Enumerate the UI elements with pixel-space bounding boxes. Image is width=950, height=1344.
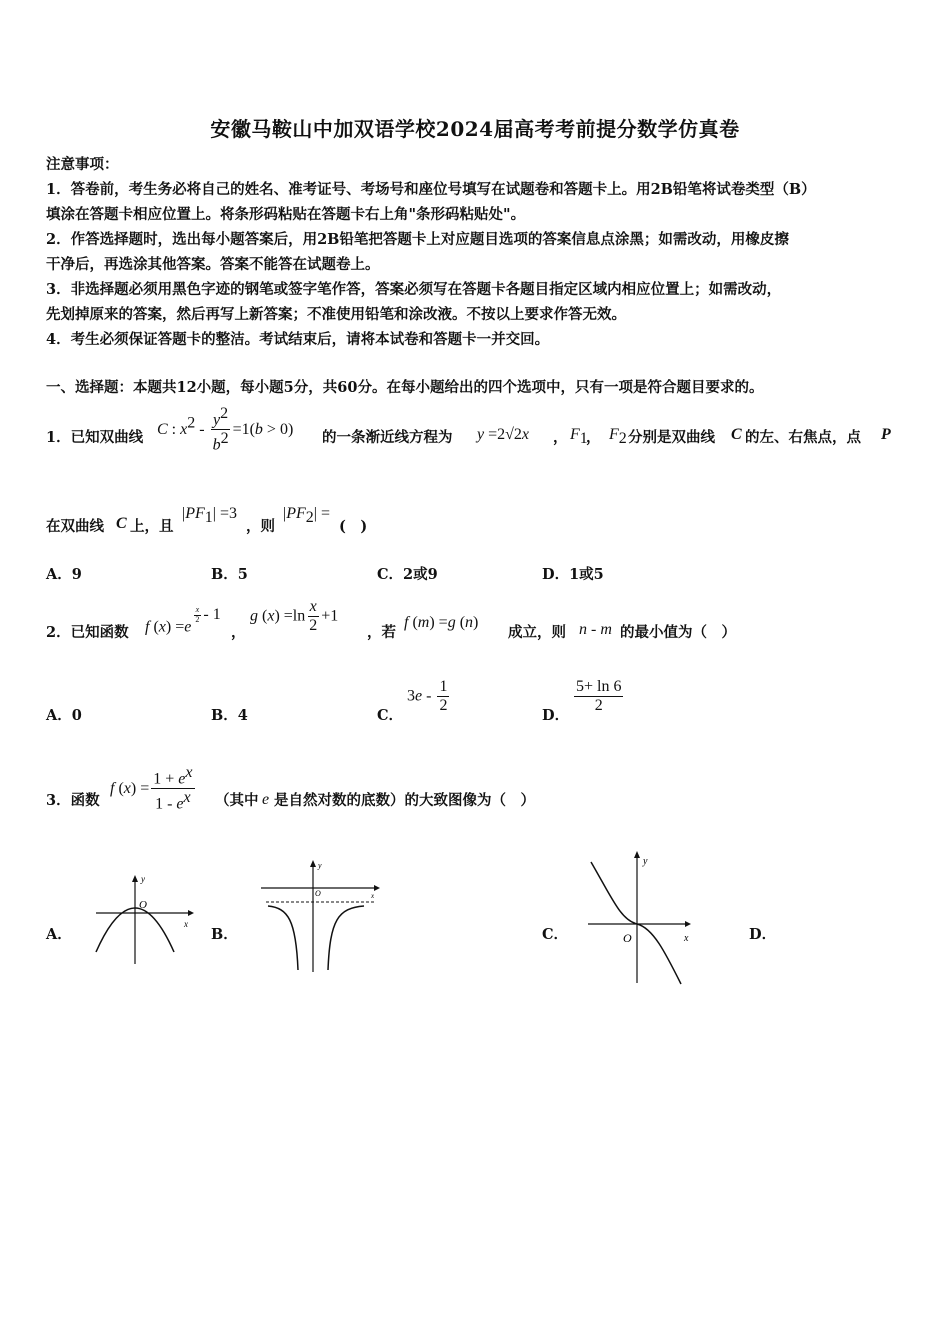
q2-g-formula: g (x) =ln $\frac{x}{2}$ +1: [250, 598, 339, 634]
q1-line2c: ，则: [246, 518, 275, 535]
q3-mid: （其中: [215, 792, 259, 809]
q3-prefix: 3．函数: [46, 792, 100, 809]
svg-text:O: O: [315, 889, 321, 898]
q1-hyperbola-formula: C : $x^2$ - $\frac{y^2}{b^2}$ =1(b > 0): [157, 405, 294, 454]
q1-option-a[interactable]: A．9: [46, 566, 82, 583]
q2-option-b[interactable]: B．4: [211, 707, 248, 724]
q1-focus2: $F_2$: [609, 426, 627, 448]
q1-mid: 的一条渐近线方程为: [322, 429, 453, 446]
q2-end: 的最小值为（ ）: [620, 624, 736, 641]
q1-after: 分别是双曲线: [628, 429, 715, 446]
notice-line: 干净后，再选涂其他答案。答案不能答在试题卷上。: [46, 256, 380, 273]
svg-text:y: y: [141, 874, 145, 884]
notice-line: 先划掉原来的答案，然后再写上新答案；不准使用铅笔和涂改液。不按以上要求作答无效。: [46, 306, 626, 323]
q3-option-c[interactable]: C．: [542, 926, 569, 943]
q1-line2d: ( ): [339, 518, 368, 535]
q2-option-d-formula: $\frac{5+ \ln 6}{2}$: [576, 678, 622, 714]
q1-asymptote-formula: y =2√2x: [477, 426, 530, 443]
q1-curve-c2: C: [116, 515, 127, 532]
q1-focus1: $F_1$: [570, 426, 588, 448]
q2-mid2: 成立，则: [508, 624, 566, 641]
q2-prefix: 2．已知函数: [46, 624, 129, 641]
q3-end: 是自然对数的底数）的大致图像为（ ）: [274, 792, 535, 809]
q3-graph-b: [258, 858, 388, 976]
q1-line2b: 上，且: [130, 518, 174, 535]
q2-option-d[interactable]: D．: [542, 707, 570, 724]
q3-function-formula: f (x) = $\frac{1 + e^x}{1 - e^x}$: [110, 764, 193, 813]
q2-sep: ，: [231, 624, 246, 641]
section-heading: 一、选择题：本题共12小题，每小题5分，共60分。在每小题给出的四个选项中，只有一项是符合题目要求的。: [46, 379, 764, 396]
q2-mid: ，若: [367, 624, 396, 641]
notice-line: 1．答卷前，考生务必将自己的姓名、准考证号、考场号和座位号填写在试题卷和答题卡上。用2B铅笔将试卷类型（B）: [46, 181, 816, 198]
q1-prefix: 1．已知双曲线: [46, 429, 144, 446]
svg-text:y: y: [318, 861, 322, 870]
svg-text:O: O: [623, 931, 632, 945]
q1-sep2: ，: [586, 429, 601, 446]
notice-heading: 注意事项：: [46, 156, 119, 173]
q1-point-p: P: [881, 426, 891, 443]
q1-line2a: 在双曲线: [46, 518, 104, 535]
q2-equality-formula: f (m) =g (n): [404, 614, 479, 631]
q1-after2: 的左、右焦点，点: [745, 429, 861, 446]
q2-f-formula: f (x) =e $^{\frac{x}{2} - 1}$: [145, 605, 221, 636]
page-title: 安徽马鞍山中加双语学校2024届高考考前提分数学仿真卷: [210, 117, 740, 141]
q1-curve-c: C: [731, 426, 742, 443]
svg-text:O: O: [139, 899, 147, 911]
q1-option-b[interactable]: B．5: [211, 566, 248, 583]
q1-option-d[interactable]: D．1或5: [542, 566, 604, 583]
svg-text:x: x: [684, 933, 689, 944]
q1-option-c[interactable]: C．2或9: [377, 566, 438, 583]
q3-graph-a: [90, 870, 200, 970]
notice-line: 填涂在答题卡相应位置上。将条形码粘贴在答题卡右上角"条形码粘贴处"。: [46, 206, 526, 223]
q1-pf2-formula: $|PF_2|$ =: [283, 505, 330, 527]
svg-text:y: y: [643, 856, 648, 867]
q2-option-c[interactable]: C．: [377, 707, 404, 724]
svg-text:x: x: [184, 919, 188, 929]
notice-line: 4．考生必须保证答题卡的整洁。考试结束后，请将本试卷和答题卡一并交回。: [46, 331, 550, 348]
svg-text:x: x: [371, 892, 375, 900]
q2-option-c-formula: 3e - $\frac{1}{2}$: [407, 678, 448, 714]
notice-line: 2．作答选择题时，选出每小题答案后，用2B铅笔把答题卡上对应题目选项的答案信息点涂黑；如需改动，用橡皮擦: [46, 231, 789, 248]
q1-pf1-formula: $|PF_1| =3$: [182, 505, 237, 527]
q1-sep: ，: [553, 429, 568, 446]
q3-e-symbol: e: [262, 791, 270, 808]
notice-line: 3．非选择题必须用黑色字迹的钢笔或签字笔作答，答案必须写在答题卡各题目指定区域内相应位置上；如需改动，: [46, 281, 782, 298]
q2-option-a[interactable]: A．0: [46, 707, 82, 724]
q3-graph-c: [585, 848, 697, 988]
q3-option-b[interactable]: B．: [211, 926, 238, 943]
q3-option-d[interactable]: D．: [749, 926, 777, 943]
q2-nm-formula: n - m: [579, 621, 612, 638]
q3-option-a[interactable]: A．: [46, 926, 72, 943]
